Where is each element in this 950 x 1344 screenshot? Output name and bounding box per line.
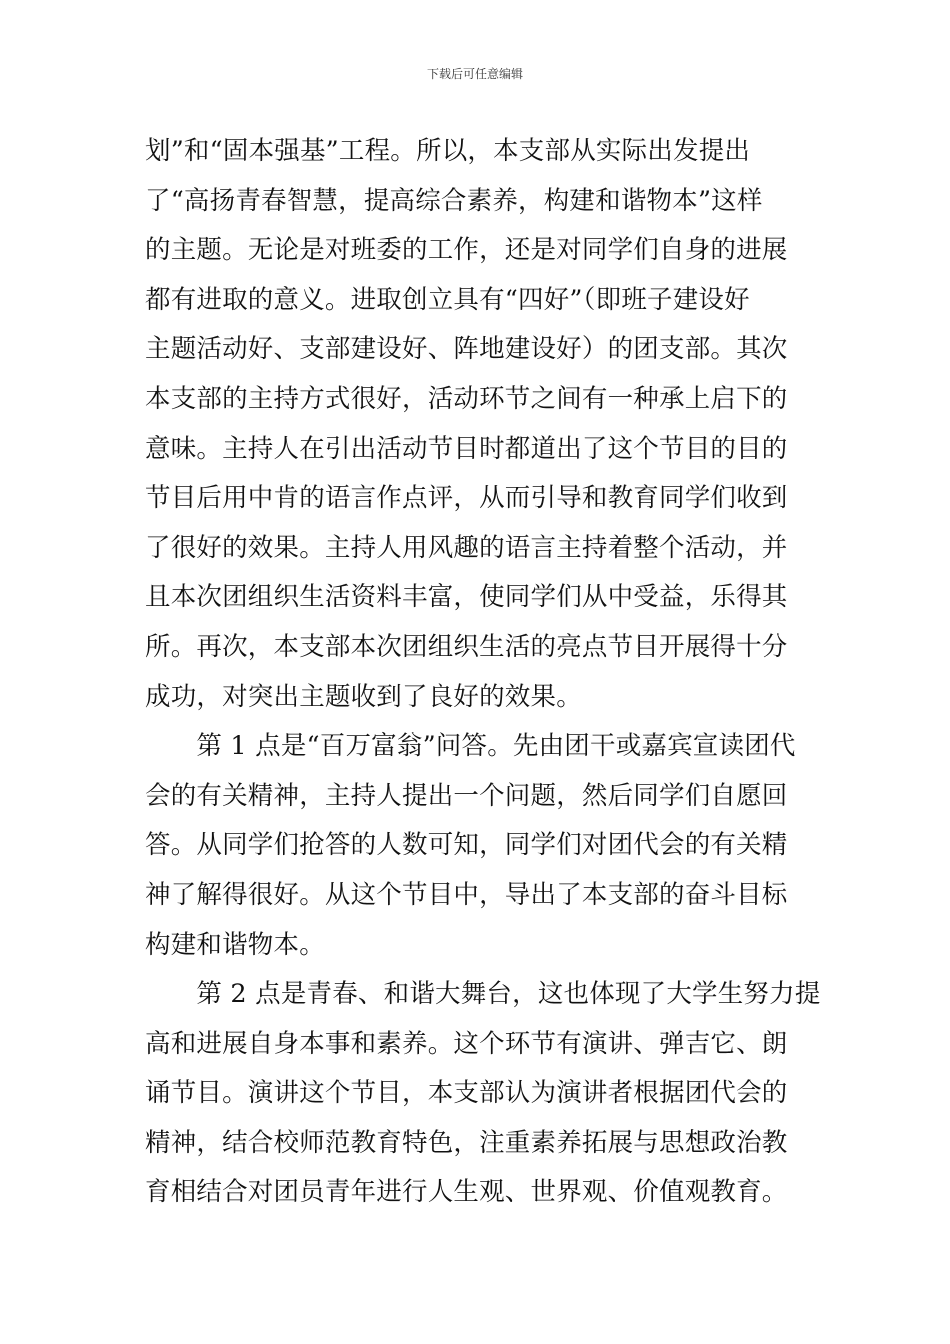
text-line: 神了解得很好。从这个节目中，导出了本支部的奋斗目标 [145, 879, 788, 910]
text-line: 意味。主持人在引出活动节目时都道出了这个节目的目的 [145, 433, 788, 464]
text-line: 了“高扬青春智慧，提高综合素养，构建和谐物本”这样 [145, 185, 763, 216]
text-line: 主题活动好、支部建设好、阵地建设好）的团支部。其次 [145, 334, 788, 365]
text-line: 且本次团组织生活资料丰富，使同学们从中受益，乐得其 [145, 582, 788, 613]
text-line: 的主题。无论是对班委的工作，还是对同学们自身的进展 [145, 235, 788, 266]
text-line: 育相结合对团员青年进行人生观、世界观、价值观教育。 [145, 1177, 788, 1208]
paragraph-first-line: 第 2 点是青春、和谐大舞台，这也体现了大学生努力提 [145, 979, 821, 1010]
text-line: 划”和“固本强基”工程。所以，本支部从实际出发提出 [145, 136, 751, 166]
text-line: 答。从同学们抢答的人数可知，同学们对团代会的有关精 [145, 830, 788, 861]
document-body [145, 127, 821, 1218]
text-line: 会的有关精神，主持人提出一个问题，然后同学们自愿回 [145, 780, 788, 811]
text-line: 节目后用中肯的语言作点评，从而引导和教育同学们收到 [145, 483, 788, 514]
page-header: 下载后可任意编辑 [426, 67, 523, 81]
text-line: 了很好的效果。主持人用风趣的语言主持着整个活动，并 [145, 532, 788, 563]
text-line: 所。再次，本支部本次团组织生活的亮点节目开展得十分 [145, 631, 788, 662]
paragraph-first-line: 第 1 点是“百万富翁”问答。先由团干或嘉宾宣读团代 [145, 731, 796, 762]
text-line: 高和进展自身本事和素养。这个环节有演讲、弹吉它、朗 [145, 1028, 788, 1059]
text-line: 都有进取的意义。进取创立具有“四好”（即班子建设好 [145, 284, 750, 315]
text-line: 构建和谐物本。 [145, 929, 325, 960]
text-line: 诵节目。演讲这个节目，本支部认为演讲者根据团代会的 [145, 1078, 788, 1109]
text-line: 精神，结合校师范教育特色，注重素养拓展与思想政治教 [145, 1127, 788, 1158]
text-line: 成功，对突出主题收到了良好的效果。 [145, 681, 582, 712]
text-line: 本支部的主持方式很好，活动环节之间有一种承上启下的 [145, 383, 788, 414]
